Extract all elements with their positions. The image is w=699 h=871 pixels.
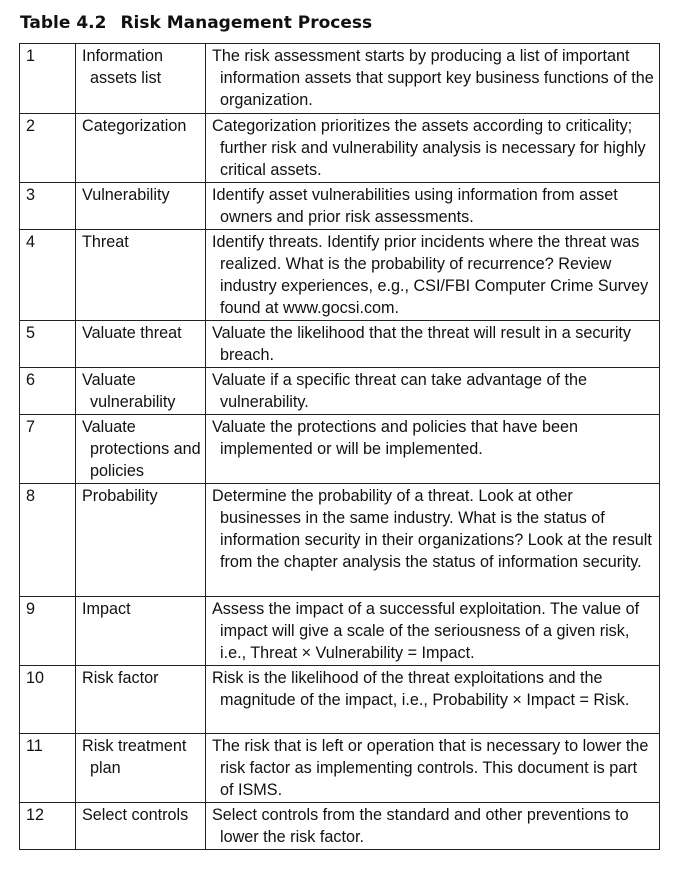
step-description: Categorization prioritizes the assets according to criticality; further risk and vulnerability analysis is necessary for highly critical assets. xyxy=(206,114,660,183)
step-number: 3 xyxy=(20,183,76,230)
step-description: Select controls from the standard and other preventions to lower the risk factor. xyxy=(206,803,660,850)
step-number: 9 xyxy=(20,597,76,666)
step-name: Vulnerability xyxy=(76,183,206,230)
step-number: 11 xyxy=(20,734,76,803)
table-row xyxy=(20,114,660,183)
step-number: 10 xyxy=(20,666,76,734)
risk-management-table xyxy=(19,43,660,850)
table-row xyxy=(20,415,660,484)
step-description: The risk that is left or operation that is necessary to lower the risk factor as implementing controls. This document is part of ISMS. xyxy=(206,734,660,803)
table-row xyxy=(20,44,660,114)
step-number: 2 xyxy=(20,114,76,183)
step-description: Valuate the likelihood that the threat will result in a security breach. xyxy=(206,321,660,368)
step-description: Risk is the likelihood of the threat exploitations and the magnitude of the impact, i.e., Probability × Impact = Risk. xyxy=(206,666,660,734)
table-row xyxy=(20,230,660,321)
table-row xyxy=(20,183,660,230)
step-description: The risk assessment starts by producing a list of important information assets that support key business functions of the organization. xyxy=(206,44,660,114)
table-number: Table 4.2 xyxy=(20,13,107,33)
step-description: Identify asset vulnerabilities using information from asset owners and prior risk assessments. xyxy=(206,183,660,230)
step-name: Valuate protections and policies xyxy=(76,415,206,484)
step-name: Information assets list xyxy=(76,44,206,114)
step-name: Threat xyxy=(76,230,206,321)
step-name: Probability xyxy=(76,484,206,597)
step-name: Risk factor xyxy=(76,666,206,734)
step-description: Determine the probability of a threat. Look at other businesses in the same industry. What is the status of information security in their organizations? Look at the result from the chapter analysis the status of information security. xyxy=(206,484,660,597)
table-row xyxy=(20,597,660,666)
step-description: Valuate the protections and policies that have been implemented or will be implemented. xyxy=(206,415,660,484)
step-name: Impact xyxy=(76,597,206,666)
table-row xyxy=(20,734,660,803)
step-description: Identify threats. Identify prior incidents where the threat was realized. What is the probability of recurrence? Review industry experiences, e.g., CSI/FBI Computer Crime Survey found at www.gocsi.com. xyxy=(206,230,660,321)
step-number: 6 xyxy=(20,368,76,415)
step-name: Select controls xyxy=(76,803,206,850)
step-number: 5 xyxy=(20,321,76,368)
step-number: 8 xyxy=(20,484,76,597)
step-name: Valuate threat xyxy=(76,321,206,368)
table-caption xyxy=(20,13,372,33)
step-number: 4 xyxy=(20,230,76,321)
step-number: 1 xyxy=(20,44,76,114)
table-row xyxy=(20,368,660,415)
table-row xyxy=(20,484,660,597)
step-number: 12 xyxy=(20,803,76,850)
step-name: Categorization xyxy=(76,114,206,183)
table-row xyxy=(20,803,660,850)
step-name: Valuate vulnerability xyxy=(76,368,206,415)
step-number: 7 xyxy=(20,415,76,484)
step-description: Assess the impact of a successful exploitation. The value of impact will give a scale of the seriousness of a given risk, i.e., Threat × Vulnerability = Impact. xyxy=(206,597,660,666)
table-title: Risk Management Process xyxy=(120,13,373,33)
table-row xyxy=(20,666,660,734)
step-description: Valuate if a specific threat can take advantage of the vulnerability. xyxy=(206,368,660,415)
step-name: Risk treatment plan xyxy=(76,734,206,803)
table-row xyxy=(20,321,660,368)
